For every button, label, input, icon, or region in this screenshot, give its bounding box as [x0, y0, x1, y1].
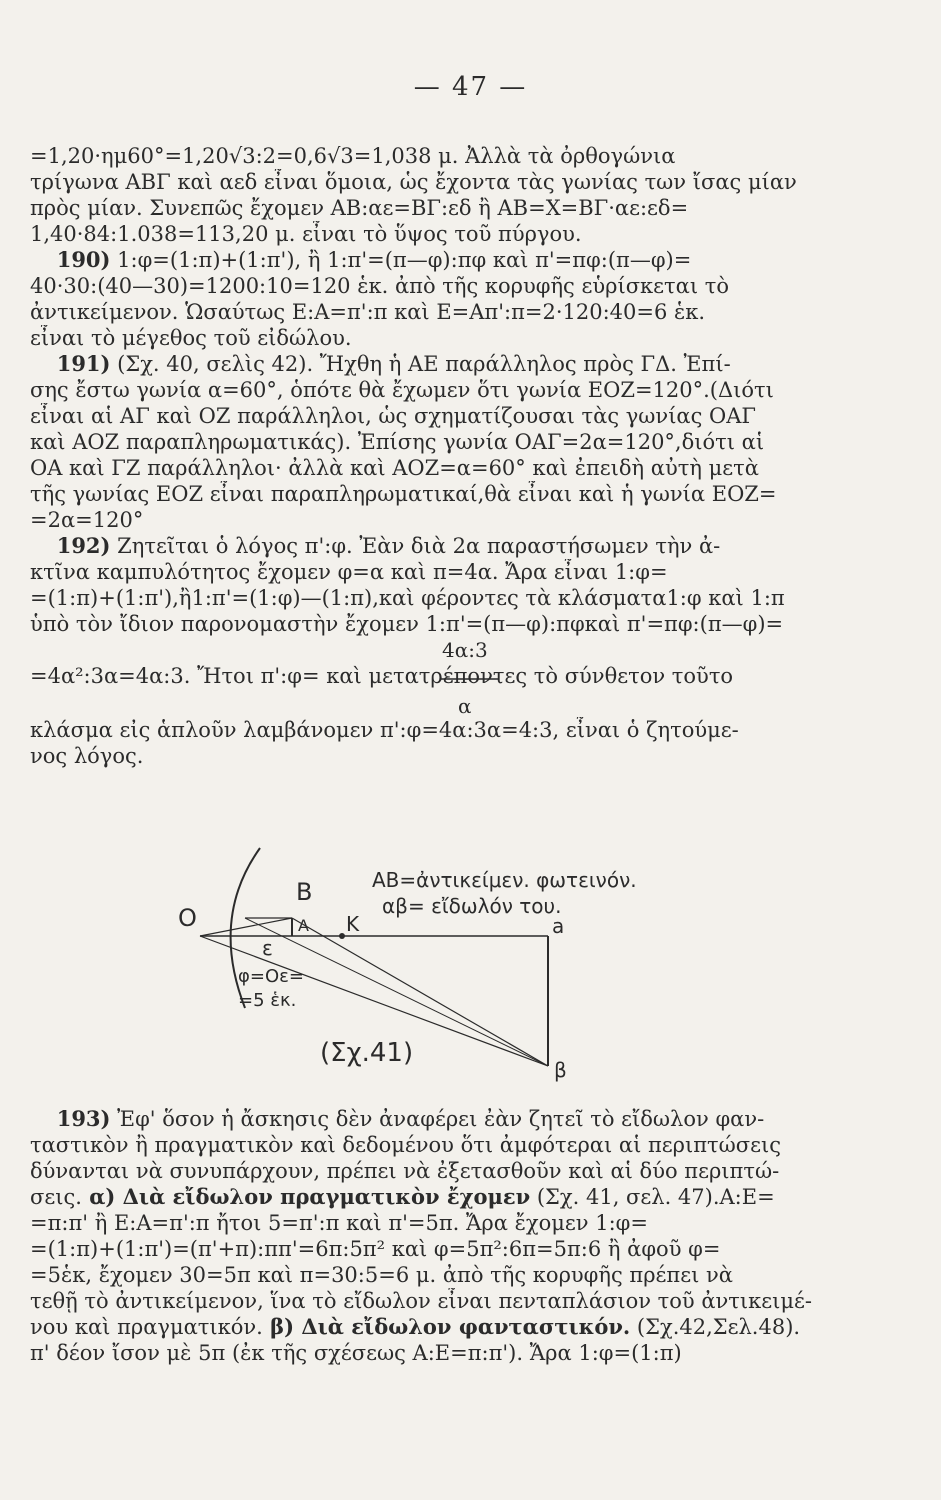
fraction-denominator: α	[458, 694, 472, 718]
case-b-line	[30, 1314, 910, 1340]
label-a: A	[298, 916, 309, 935]
text-block-bottom	[30, 1106, 910, 1366]
text-line: σης ἔστω γωνία α=60°, ὁπότε θὰ ἔχωμεν ὅτι γωνία ΕΟΖ=120°.(Διότι	[30, 378, 774, 402]
note-phi-2: =5 ἑκ.	[238, 990, 297, 1011]
case-b-heading: β) Διὰ εἴδωλον φανταστικόν.	[262, 1314, 631, 1339]
label-a-small: a	[552, 914, 565, 938]
label-o: O	[178, 904, 197, 932]
note-image: αβ= εἴδωλόν του.	[382, 894, 562, 918]
text-line: νου καὶ πραγματικόν.	[30, 1315, 263, 1339]
text-line: πρὸς μίαν. Συνεπῶς ἔχομεν ΑΒ:αε=ΒΓ:εδ ἢ ΑΒ=Χ=ΒΓ·αε:εδ=	[30, 196, 689, 220]
text-line: τεθῇ τὸ ἀντικείμενον, ἵνα τὸ εἴδωλον εἶναι πενταπλάσιον τοῦ ἀντικειμέ-	[30, 1289, 813, 1313]
exercise-number-191: 191)	[56, 351, 111, 376]
text-line: εἶναι αἱ ΑΓ καὶ ΟΖ παράλληλοι, ὡς σχηματίζουσαι τὰς γωνίας ΟΑΓ	[30, 404, 756, 428]
exercise-number-190: 190)	[56, 247, 111, 272]
text-block-top	[30, 143, 910, 769]
label-k: K	[346, 912, 360, 936]
text-line: σεις.	[30, 1185, 82, 1209]
note-phi-1: φ=Oε=	[238, 966, 304, 987]
exercise-190-line	[30, 247, 910, 273]
exercise-number-193: 193)	[56, 1106, 111, 1131]
text-line: =1,20·ημ60°=1,20√3:2=0,6√3=1,038 μ. Ἀλλὰ τὰ ὀρθογώνια	[30, 144, 676, 168]
text-line: ὑπὸ τὸν ἴδιον παρονομαστὴν ἔχομεν 1:π'=(π—φ):πφκαὶ π'=πφ:(π—φ)=	[30, 612, 784, 636]
text-line: =(1:π)+(1:π'),ἢ1:π'=(1:φ)—(1:π),καὶ φέροντες τὰ κλάσματα1:φ καὶ 1:π	[30, 586, 785, 610]
page-number: — 47 —	[413, 72, 528, 102]
case-a-heading: α) Διὰ εἴδωλον πραγματικὸν ἔχομεν	[81, 1184, 531, 1209]
exercise-191-line	[30, 351, 910, 377]
text-line: =4α²:3α=4α:3. Ἤτοι π':φ= καὶ μετατρέποντες τὸ σύνθετον τοῦτο	[30, 664, 734, 688]
text-line: Ἐφ' ὅσον ἡ ἄσκησις δὲν ἀναφέρει ἐὰν ζητεῖ τὸ εἴδωλον φαν-	[110, 1107, 765, 1131]
note-object: AB=ἀντικείμεν. φωτεινόν.	[372, 868, 637, 892]
text-line: =2α=120°	[30, 508, 144, 532]
text-line: π' δέον ἴσον μὲ 5π (ἐκ τῆς σχέσεως Α:Ε=π:π'). Ἄρα 1:φ=(1:π)	[30, 1341, 682, 1365]
text-line: κλάσμα εἰς ἁπλοῦν λαμβάνομεν π':φ=4α:3α=4:3, εἶναι ὁ ζητούμε-	[30, 718, 739, 742]
text-line: ἀντικείμενον. Ὡσαύτως Ε:Α=π':π καὶ Ε=Απ':π=2·120:40=6 ἑκ.	[30, 300, 706, 324]
exercise-number-192: 192)	[56, 533, 111, 558]
text-line: 1:φ=(1:π)+(1:π'), ἢ 1:π'=(π—φ):πφ καὶ π'=πφ:(π—φ)=	[110, 248, 692, 272]
text-line: δύνανται νὰ συνυπάρχουν, πρέπει νὰ ἐξετασθοῦν καὶ αἱ δύο περιπτώ-	[30, 1159, 780, 1183]
text-line: 1,40·84:1.038=113,20 μ. εἶναι τὸ ὕψος τοῦ πύργου.	[30, 222, 582, 246]
fraction-bar	[440, 677, 500, 681]
label-beta: β	[554, 1058, 567, 1082]
text-line: κτῖνα καμπυλότητος ἔχομεν φ=α καὶ π=4α. Ἄρα εἶναι 1:φ=	[30, 560, 668, 584]
exercise-192-line	[30, 533, 910, 559]
text-line: (Σχ. 41, σελ. 47).Α:Ε=	[530, 1185, 775, 1209]
label-b: B	[296, 878, 313, 906]
text-line: (Σχ. 40, σελὶς 42). Ἤχθη ἡ ΑΕ παράλληλος πρὸς ΓΔ. Ἐπί-	[110, 352, 731, 376]
text-line: =5ἑκ, ἔχομεν 30=5π καὶ π=30:5=6 μ. ἀπὸ τῆς κορυφῆς πρέπει νὰ	[30, 1263, 733, 1287]
text-line: νος λόγος.	[30, 744, 144, 768]
text-line: εἶναι τὸ μέγεθος τοῦ εἰδώλου.	[30, 326, 352, 350]
figure-41	[150, 838, 750, 1098]
text-line: ΟΑ καὶ ΓΖ παράλληλοι· ἀλλὰ καὶ ΑΟΖ=α=60° καὶ ἐπειδὴ αὐτὴ μετὰ	[30, 456, 759, 480]
text-line: τρίγωνα ΑΒΓ καὶ αεδ εἶναι ὅμοια, ὡς ἔχοντα τὰς γωνίας των ἴσας μίαν	[30, 170, 797, 194]
case-a-line	[30, 1184, 910, 1210]
text-line: 40·30:(40—30)=1200:10=120 ἑκ. ἀπὸ τῆς κορυφῆς εὑρίσκεται τὸ	[30, 274, 730, 298]
text-line: τῆς γωνίας ΕΟΖ εἶναι παραπληρωματικαί,θὰ εἶναι καὶ ἡ γωνία ΕΟΖ=	[30, 482, 777, 506]
text-line: καὶ ΑΟΖ παραπληρωματικάς). Ἐπίσης γωνία ΟΑΓ=2α=120°,διότι αἱ	[30, 430, 765, 454]
text-line: (Σχ.42,Σελ.48).	[630, 1315, 801, 1339]
text-line: =π:π' ἢ Ε:Α=π':π ἤτοι 5=π':π καὶ π'=5π. Ἄρα ἔχομεν 1:φ=	[30, 1211, 648, 1235]
text-line: Ζητεῖται ὁ λόγος π':φ. Ἐὰν διὰ 2α παραστήσωμεν τὴν ἀ-	[110, 534, 721, 558]
ray-line	[200, 918, 292, 936]
fraction-equation	[30, 637, 910, 717]
label-epsilon: ε	[262, 936, 273, 960]
focus-point	[339, 933, 345, 939]
figure-caption: (Σχ.41)	[320, 1038, 414, 1068]
text-line: ταστικὸν ἢ πραγματικὸν καὶ δεδομένου ὅτι ἀμφότεραι αἱ περιπτώσεις	[30, 1133, 782, 1157]
fraction-numerator: 4α:3	[442, 638, 488, 662]
exercise-193-line	[30, 1106, 910, 1132]
text-line: =(1:π)+(1:π')=(π'+π):ππ'=6π:5π² καὶ φ=5π²:6π=5π:6 ἢ ἀφοῦ φ=	[30, 1237, 721, 1261]
